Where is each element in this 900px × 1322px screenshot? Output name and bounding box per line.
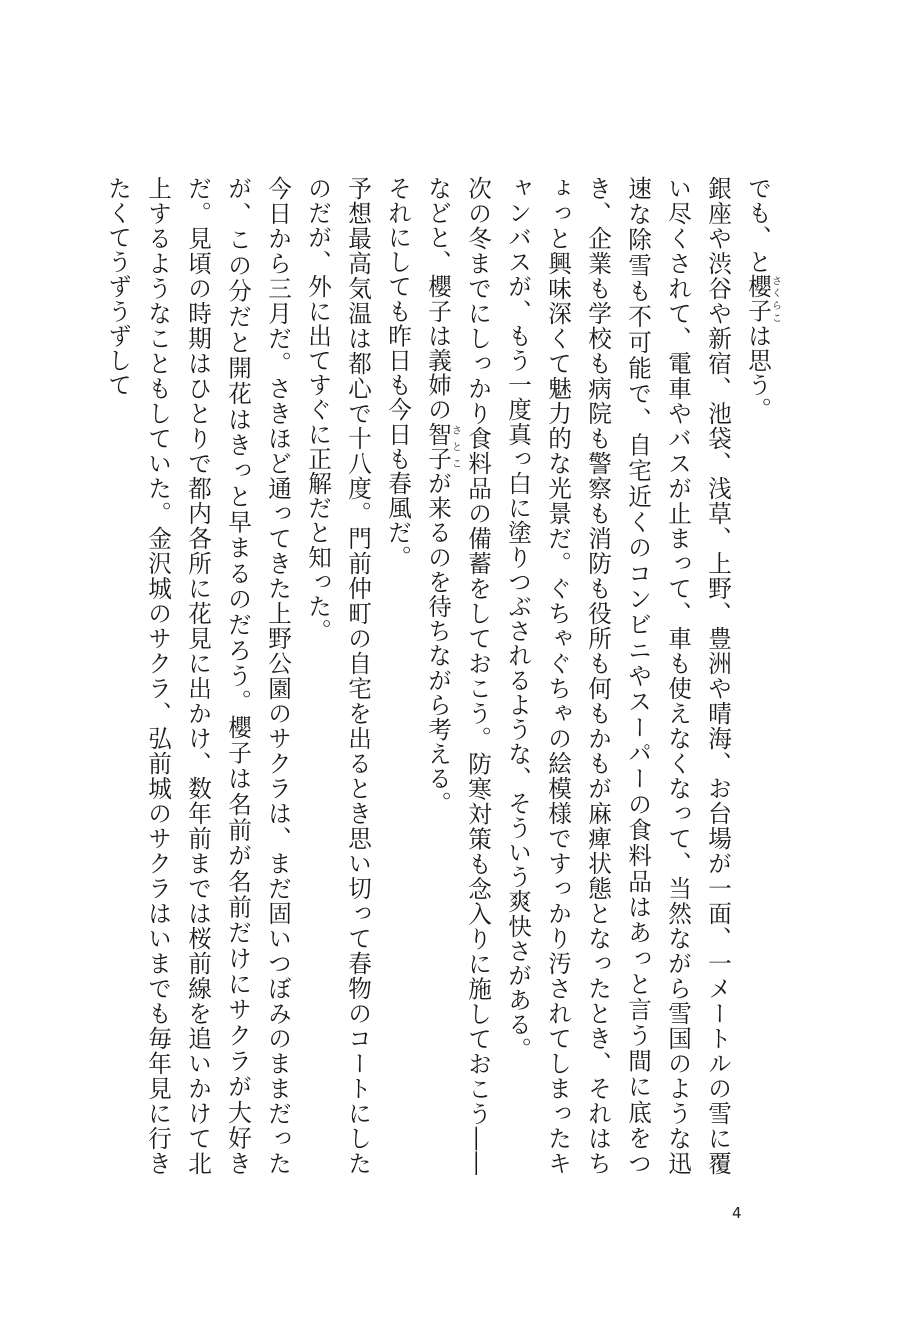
ruby-base-sakurako: 櫻子 <box>744 274 772 324</box>
paragraph-5: 予想最高気温は都心で十八度。門前仲町の自宅を出るとき思い切って春物のコートにしたのだが、外に出てすぐに正解だと知った。 <box>304 176 372 1176</box>
paragraph-1-text-b: は思う。 <box>744 323 772 423</box>
page-number: 4 <box>732 1204 742 1222</box>
ruby-reading-satoko: さとこ <box>449 422 461 472</box>
paragraph-3 <box>418 176 498 1176</box>
paragraph-3-text-b: が来るのを待ちながら考える。 <box>424 471 452 816</box>
paragraph-1-text-a: でも、と <box>744 176 772 275</box>
vertical-text-body <box>80 176 780 1176</box>
paragraph-3-text-a: 次の冬までにしっかり食料品の備蓄をしておこう。防寒対策も念入りに施しておこう――などと、櫻子は義姉の <box>424 176 492 1176</box>
paragraph-1 <box>738 176 780 1176</box>
ruby-base-satoko: 智子 <box>424 422 452 472</box>
ruby-satoko <box>424 422 461 472</box>
paragraph-2: 銀座や渋谷や新宿、池袋、浅草、上野、豊洲や晴海、お台場が一面、一メートルの雪に覆い尽くされて、電車やバスが止まって、車も使えなくなって、当然ながら雪国のような迅速な除雪も不可能で、自宅近くのコンビニやスーパーの食料品はあっと言う間に底をつき、企業も学校も病院も警察も消防も役所も何もかもが麻痺状態となったとき、それはちょっと興味深くて魅力的な光景だ。ぐちゃぐちゃの絵模様ですっかり汚されてしまったキャンバスが、もう一度真っ白に塗りつぶされるような、そういう爽快さがある。 <box>504 176 732 1176</box>
paragraph-6: 今日から三月だ。さきほど通ってきた上野公園のサクラは、まだ固いつぼみのままだったが、この分だと開花はきっと早まるのだろう。櫻子は名前が名前だけにサクラが大好きだ。見頃の時期はひとりで都内各所に花見に出かけ、数年前までは桜前線を追いかけて北上するようなこともしていた。金沢城のサクラ、弘前城のサクラはいまでも毎年見に行きたくてうずうずして <box>104 176 292 1176</box>
ruby-sakurako <box>744 274 781 324</box>
paragraph-4: それにしても昨日も今日も春風だ。 <box>384 176 412 570</box>
ruby-reading-sakurako: さくらこ <box>769 274 781 324</box>
